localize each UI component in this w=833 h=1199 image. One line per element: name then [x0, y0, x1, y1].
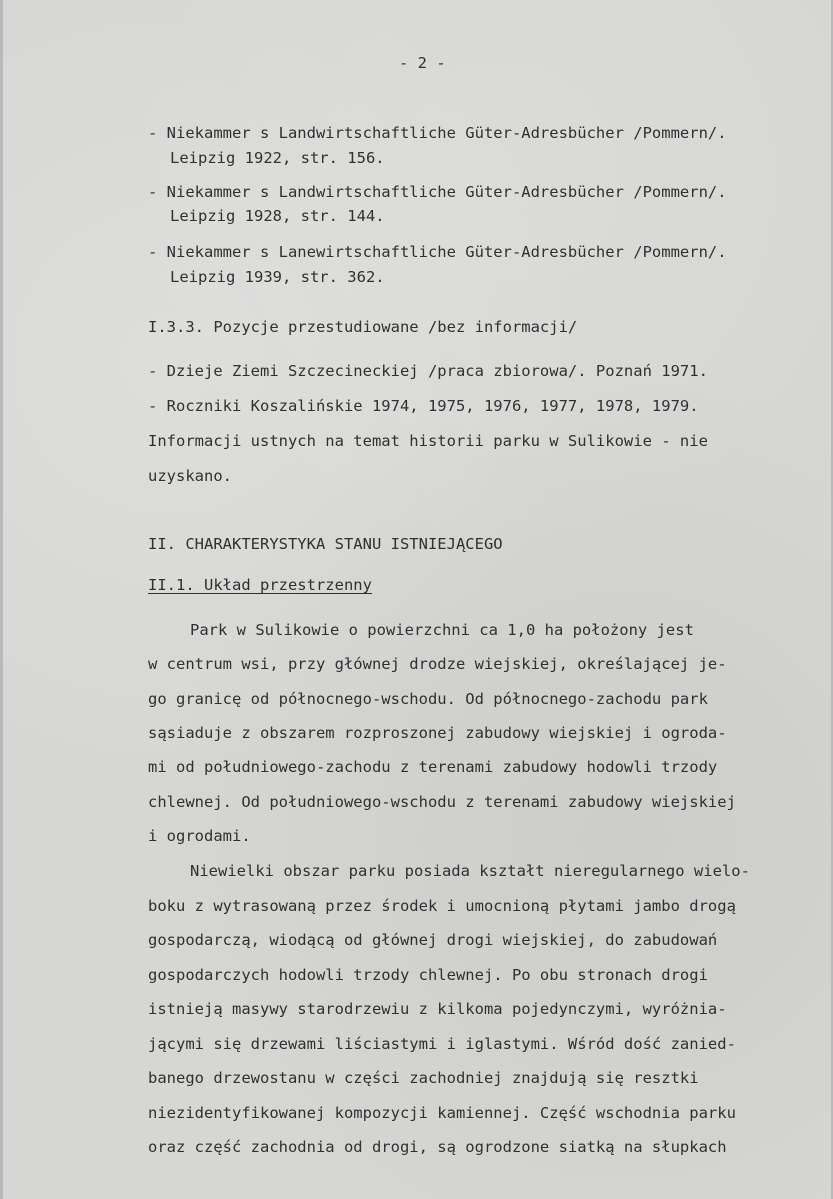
paragraph-2-line-4: gospodarczych hodowli trzody chlewnej. Po obu stronach drogi — [148, 966, 708, 984]
source-1-line-2: Leipzig 1922, str. 156. — [170, 149, 385, 167]
paragraph-1-line-6: chlewnej. Od południowego-wschodu z terenami zabudowy wiejskiej — [148, 793, 736, 811]
paragraph-2-line-7: banego drzewostanu w części zachodniej znajdują się resztki — [148, 1069, 699, 1087]
paragraph-1-line-2: w centrum wsi, przy głównej drodze wiejskiej, określającej je- — [148, 655, 727, 673]
source-3-line-2: Leipzig 1939, str. 362. — [170, 268, 385, 286]
source-1-line-1: - Niekammer s Landwirtschaftliche Güter-Adresbücher /Pommern/. — [148, 124, 727, 142]
paragraph-2-line-6: jącymi się drzewami liściastymi i iglastymi. Wśród dość zanied- — [148, 1035, 736, 1053]
paragraph-1-line-1: Park w Sulikowie o powierzchni ca 1,0 ha położony jest — [190, 621, 694, 639]
paragraph-1-line-7: i ogrodami. — [148, 827, 251, 845]
section-133-item-2: - Roczniki Koszalińskie 1974, 1975, 1976, 1977, 1978, 1979. — [148, 397, 699, 415]
section-133-item-1: - Dzieje Ziemi Szczecineckiej /praca zbiorowa/. Poznań 1971. — [148, 362, 708, 380]
section-133-note-line-1: Informacji ustnych na temat historii parku w Sulikowie - nie — [148, 432, 708, 450]
document-page — [3, 0, 831, 1199]
paragraph-2-line-8: niezidentyfikowanej kompozycji kamiennej. Część wschodnia parku — [148, 1104, 736, 1122]
paragraph-1-line-3: go granicę od północnego-wschodu. Od północnego-zachodu park — [148, 690, 708, 708]
source-2-line-2: Leipzig 1928, str. 144. — [170, 207, 385, 225]
paragraph-1-line-5: mi od południowego-zachodu z terenami zabudowy hodowli trzody — [148, 758, 718, 776]
source-2-line-1: - Niekammer s Landwirtschaftliche Güter-Adresbücher /Pommern/. — [148, 183, 727, 201]
section-133-heading: I.3.3. Pozycje przestudiowane /bez informacji/ — [148, 318, 578, 336]
section-2-1-subheading: II.1. Układ przestrzenny — [148, 576, 372, 594]
paragraph-2-line-1: Niewielki obszar parku posiada kształt nieregularnego wielo- — [190, 862, 750, 880]
paragraph-2-line-2: boku z wytrasowaną przez środek i umocnioną płytami jambo drogą — [148, 897, 736, 915]
paragraph-1-line-4: sąsiaduje z obszarem rozproszonej zabudowy wiejskiej i ogroda- — [148, 724, 727, 742]
paragraph-2-line-5: istnieją masywy starodrzewiu z kilkoma pojedynczymi, wyróżnia- — [148, 1000, 727, 1018]
paragraph-2-line-9: oraz część zachodnia od drogi, są ogrodzone siatką na słupkach — [148, 1138, 727, 1156]
section-2-heading: II. CHARAKTERYSTYKA STANU ISTNIEJĄCEGO — [148, 535, 503, 553]
page-number: - 2 - — [399, 54, 446, 72]
section-133-note-line-2: uzyskano. — [148, 467, 232, 485]
paragraph-2-line-3: gospodarczą, wiodącą od głównej drogi wiejskiej, do zabudowań — [148, 931, 718, 949]
source-3-line-1: - Niekammer s Lanewirtschaftliche Güter-Adresbücher /Pommern/. — [148, 243, 727, 261]
